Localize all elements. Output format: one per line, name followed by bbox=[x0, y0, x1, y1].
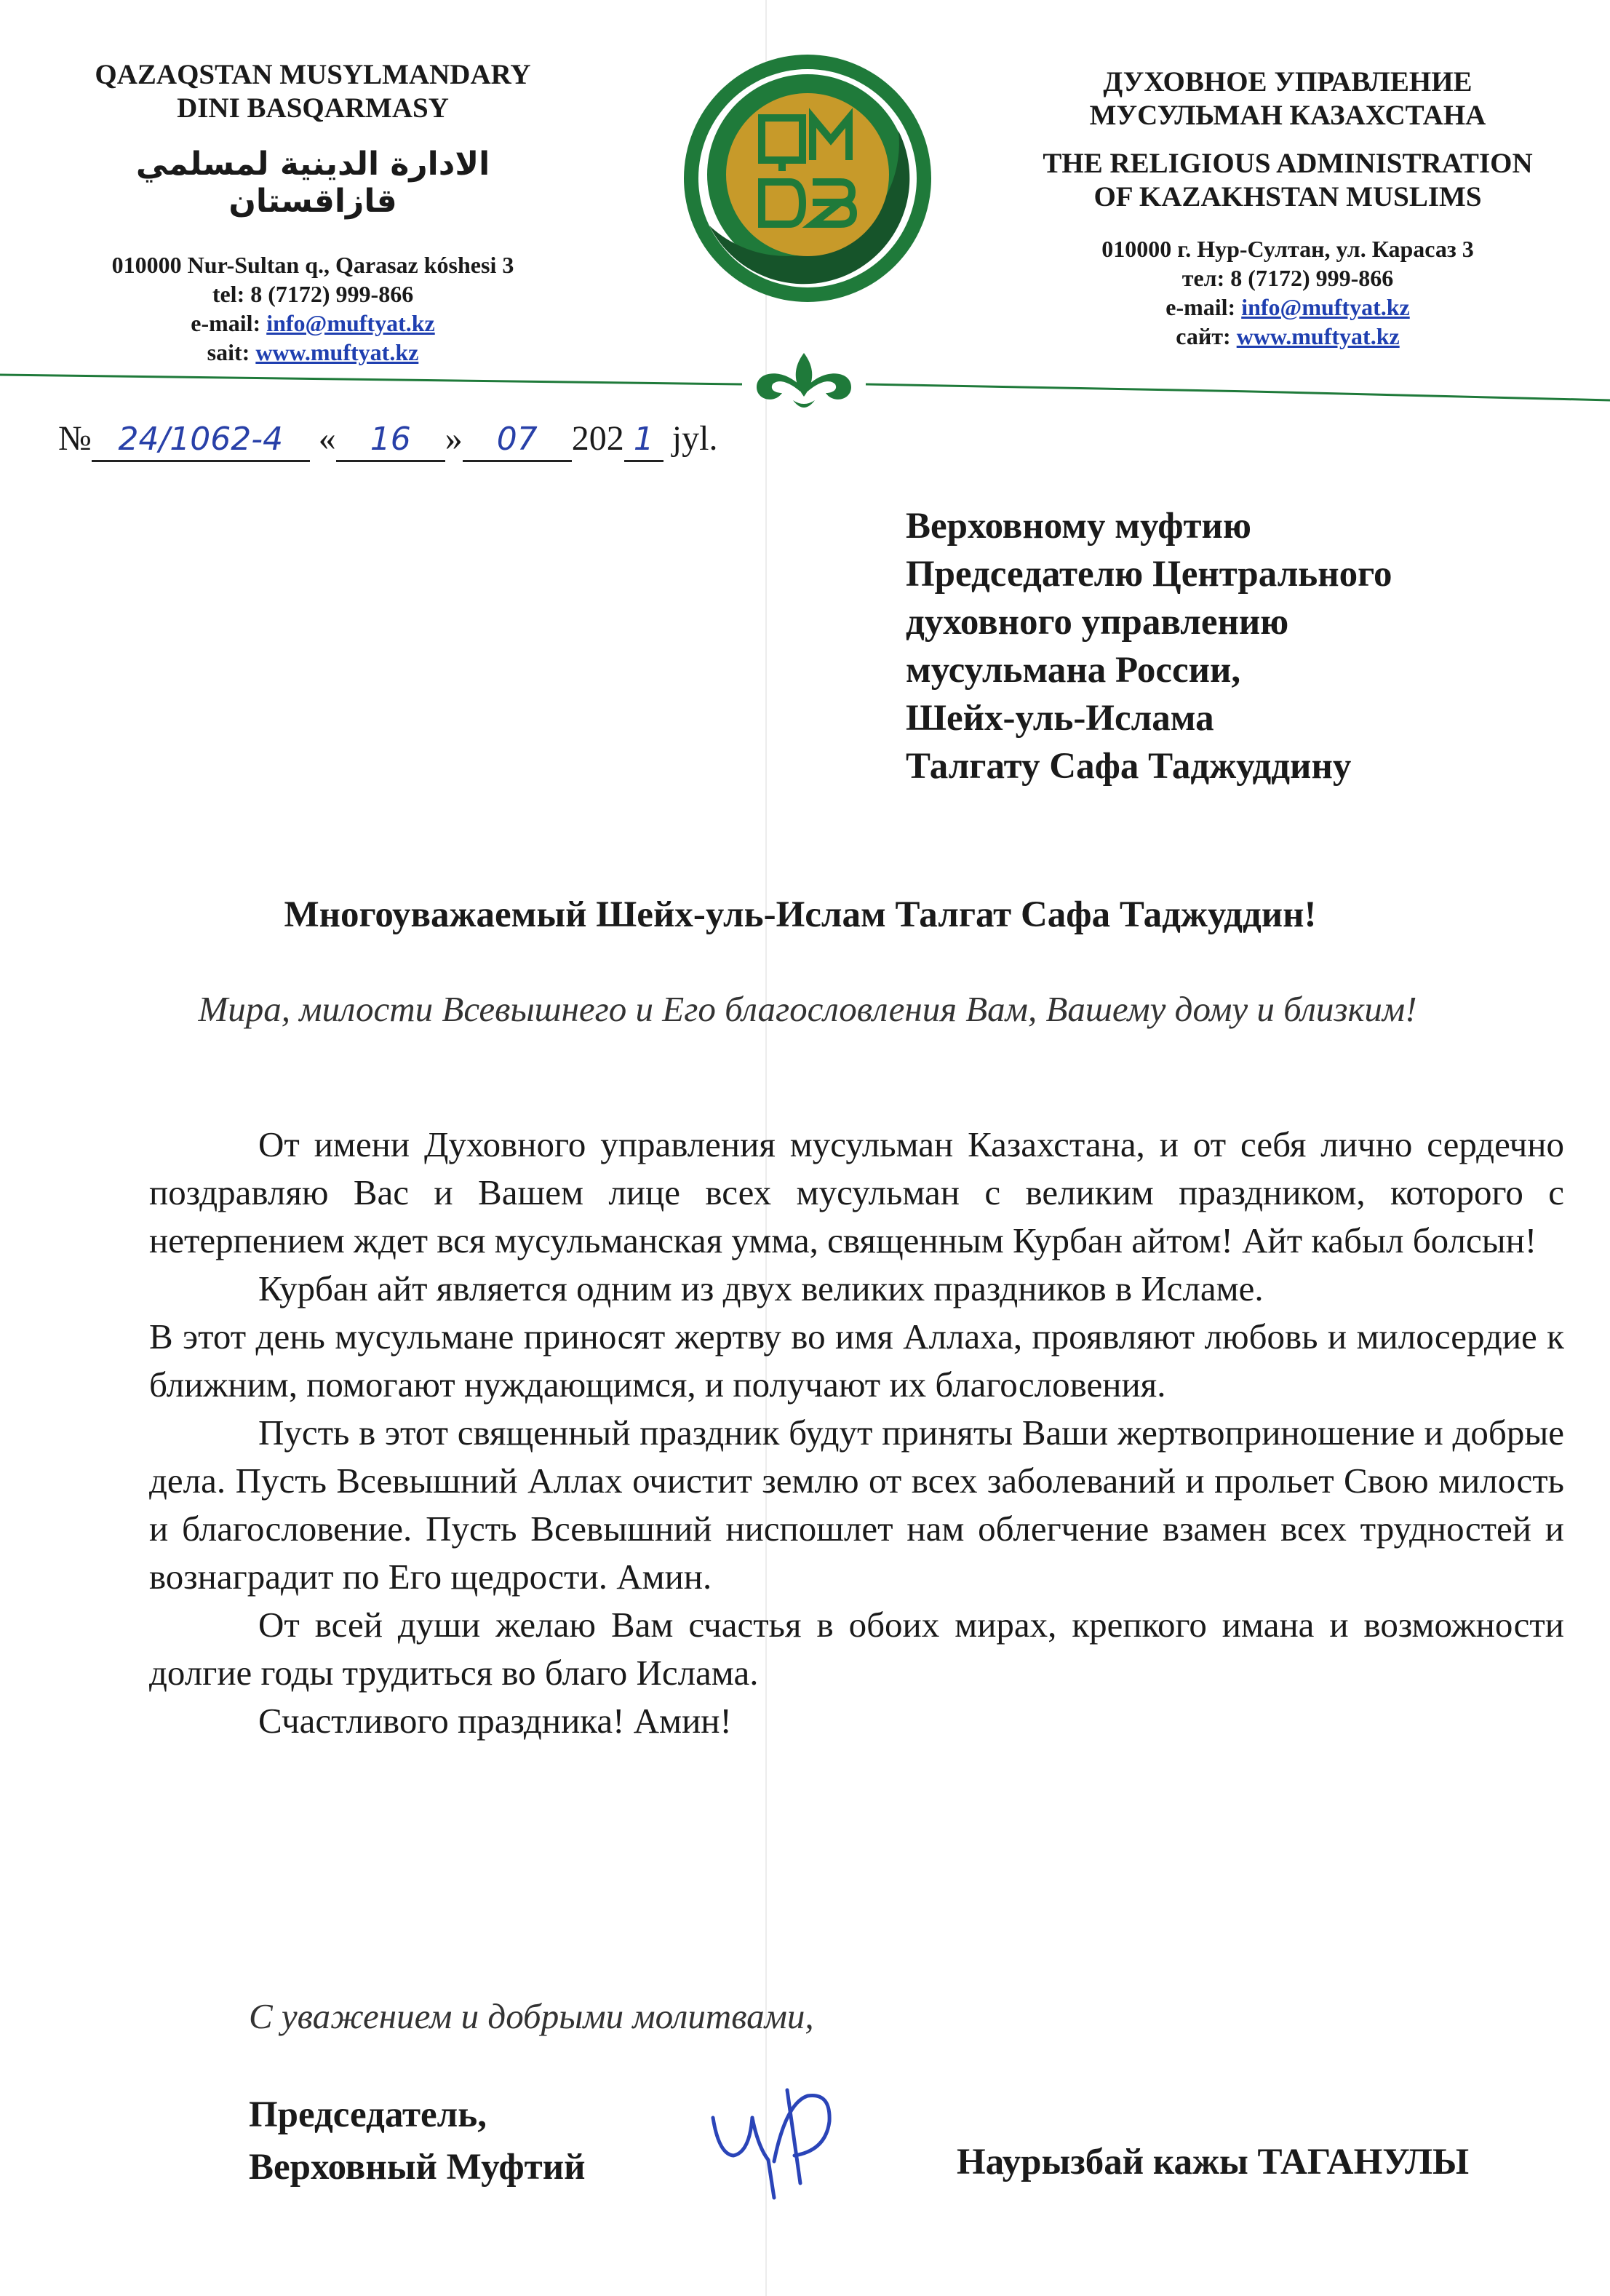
addressee-line: Шейх-уль-Ислама bbox=[906, 698, 1214, 739]
letter-body bbox=[149, 1121, 1564, 1745]
org-name-english-line1: THE RELIGIOUS ADMINISTRATION bbox=[1043, 148, 1533, 179]
header-right bbox=[1019, 65, 1557, 351]
tel-right: тел: 8 (7172) 999-866 bbox=[1181, 265, 1394, 291]
signer-title-line2: Верховный Муфтий bbox=[249, 2147, 586, 2188]
site-label-right: сайт: bbox=[1176, 323, 1231, 349]
email-label-right: e-mail: bbox=[1165, 294, 1236, 320]
header-separator bbox=[0, 342, 1610, 422]
org-name-arabic: الادارة الدينية لمسلمي قازاقستان bbox=[135, 146, 490, 220]
addressee-line: Талгату Сафа Таджуддину bbox=[906, 746, 1352, 787]
site-label-left: sait: bbox=[207, 339, 250, 365]
reference-day: 16 bbox=[370, 421, 411, 458]
salutation: Многоуважаемый Шейх-уль-Ислам Талгат Сафа Таджуддин! bbox=[284, 894, 1317, 935]
signer-title bbox=[249, 2089, 586, 2193]
reference-year-digit: 1 bbox=[633, 421, 654, 458]
closing-regards: С уважением и добрыми молитвами, bbox=[249, 1996, 814, 2036]
site-link-left[interactable]: www.muftyat.kz bbox=[255, 339, 419, 365]
email-row-right bbox=[1019, 293, 1557, 322]
open-quote: « bbox=[318, 419, 336, 458]
tel-left: tel: 8 (7172) 999-866 bbox=[212, 281, 414, 307]
addressee-line: Председателю Центрального bbox=[906, 554, 1392, 595]
contact-block-right bbox=[1019, 234, 1557, 351]
year-prefix: 202 bbox=[571, 419, 624, 458]
year-suffix: jyl. bbox=[672, 419, 718, 458]
reference-month: 07 bbox=[496, 421, 538, 458]
org-name-kazakh-line1: QAZAQSTAN MUSYLMANDARY bbox=[95, 59, 531, 90]
reference-number: 24/1062-4 bbox=[118, 421, 284, 458]
org-name-russian-line2: МУСУЛЬМАН КАЗАХСТАНА bbox=[1089, 100, 1486, 131]
org-name-english-line2: OF KAZAKHSTAN MUSLIMS bbox=[1093, 181, 1482, 212]
addressee-line: мусульмана России, bbox=[906, 650, 1241, 691]
email-row-left bbox=[73, 309, 553, 338]
body-paragraph: Счастливого праздника! Амин! bbox=[258, 1701, 732, 1741]
address-right: 010000 г. Нур-Султан, ул. Карасаз 3 bbox=[1101, 236, 1474, 262]
body-paragraph: От имени Духовного управления мусульман Казахстана, и от себя лично сердечно поздравляю Вас и Вашем лице всех мусульман с великим праздником, которого с нетерпением ждет вся мусульманская умма, священным Курбан айтом! Айт кабыл болсын! bbox=[149, 1124, 1564, 1260]
email-label-left: e-mail: bbox=[191, 310, 261, 336]
site-link-right[interactable]: www.muftyat.kz bbox=[1236, 323, 1400, 349]
blessing: Мира, милости Всевышнего и Его благословления Вам, Вашему дому и близким! bbox=[198, 989, 1417, 1029]
header-left bbox=[73, 58, 553, 367]
email-link-left[interactable]: info@muftyat.kz bbox=[266, 310, 435, 336]
number-sign: № bbox=[58, 419, 92, 458]
signer-title-line1: Председатель, bbox=[249, 2094, 487, 2135]
qmdb-logo bbox=[680, 51, 935, 306]
org-name-russian-line1: ДУХОВНОЕ УПРАВЛЕНИЕ bbox=[1103, 66, 1472, 98]
body-paragraph: Пусть в этот священный праздник будут приняты Ваши жертвоприношение и добрые дела. Пусть Всевышний Аллах очистит землю от всех заболеваний и прольет Свою милость и благословение. Пусть Всевышний ниспошлет нам облегчение взамен всех трудностей и вознаградит по Его щедрости. Амин. bbox=[149, 1413, 1564, 1597]
addressee-block bbox=[906, 502, 1392, 790]
body-paragraph: Курбан айт является одним из двух великих праздников в Исламе. bbox=[258, 1268, 1264, 1308]
ornament-icon bbox=[757, 353, 851, 408]
addressee-line: Верховному муфтию bbox=[906, 506, 1251, 547]
addressee-line: духовного управлению bbox=[906, 602, 1289, 643]
reference-line bbox=[58, 418, 717, 462]
close-quote: » bbox=[445, 419, 463, 458]
org-name-kazakh-line2: DINI BASQARMASY bbox=[177, 92, 449, 124]
handwritten-signature bbox=[698, 2074, 866, 2205]
signer-name: Наурызбай кажы ТАГАНУЛЫ bbox=[957, 2142, 1470, 2182]
body-paragraph: В этот день мусульмане приносят жертву во имя Аллаха, проявляют любовь и милосердие к ближним, помогают нуждающимся, и получают их благословения. bbox=[149, 1316, 1564, 1405]
email-link-right[interactable]: info@muftyat.kz bbox=[1241, 294, 1410, 320]
address-left: 010000 Nur-Sultan q., Qarasaz kóshesi 3 bbox=[111, 252, 514, 278]
body-paragraph: От всей души желаю Вам счастья в обоих мирах, крепкого имана и возможности долгие годы трудиться во благо Ислама. bbox=[149, 1605, 1564, 1693]
